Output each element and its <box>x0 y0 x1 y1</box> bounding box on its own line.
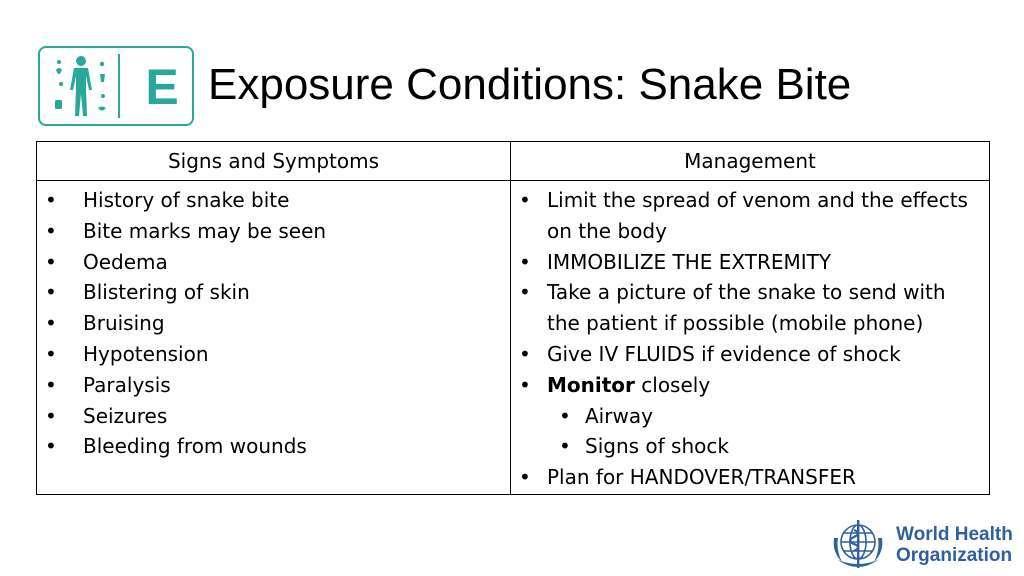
page-title: Exposure Conditions: Snake Bite <box>208 60 852 109</box>
list-item: • Bleeding from wounds <box>43 431 504 462</box>
bullet: • <box>45 280 57 305</box>
bullet: • <box>519 249 531 274</box>
human-body-icon <box>50 52 112 122</box>
list-item: • Monitor closely • Airway • Signs of shock <box>517 370 983 462</box>
bullet: • <box>45 218 57 243</box>
bullet: • <box>45 249 57 274</box>
signs-cell <box>37 181 511 495</box>
bullet: • <box>45 403 57 428</box>
list-item: • Bruising <box>43 308 504 339</box>
bullet: • <box>519 465 531 490</box>
bullet: • <box>559 403 571 428</box>
bullet: • <box>45 188 57 212</box>
list-item: • Signs of shock <box>547 431 983 462</box>
bullet: • <box>45 341 57 366</box>
list-item: • Oedema <box>43 247 504 278</box>
list-item: • Blistering of skin <box>43 277 504 308</box>
list-item: • Limit the spread of venom and the effects on the body <box>517 185 983 247</box>
list-item: • Seizures <box>43 401 504 432</box>
list-item: • Hypotension <box>43 339 504 370</box>
logo-letter: E <box>145 59 179 115</box>
bullet: • <box>519 372 531 397</box>
bullet: • <box>519 188 531 212</box>
list-item: • Airway <box>547 401 983 432</box>
bullet: • <box>45 311 57 336</box>
management-header: Management <box>511 142 990 181</box>
list-item: • Plan for HANDOVER/TRANSFER <box>517 462 983 493</box>
bullet: • <box>45 372 57 397</box>
content-table <box>36 141 990 495</box>
management-cell <box>511 181 990 495</box>
list-item: • Take a picture of the snake to send with the patient if possible (mobile phone) <box>517 277 983 339</box>
table-header-row <box>37 142 990 181</box>
monitor-sublist <box>547 401 983 463</box>
bullet: • <box>519 341 531 366</box>
list-item: • History of snake bite <box>43 185 504 216</box>
who-wordmark: World Health Organization <box>896 524 1013 566</box>
list-item: • Paralysis <box>43 370 504 401</box>
bullet: • <box>45 434 57 459</box>
list-item: • Bite marks may be seen <box>43 216 504 247</box>
signs-header: Signs and Symptoms <box>37 142 511 181</box>
list-item: • Give IV FLUIDS if evidence of shock <box>517 339 983 370</box>
exposure-logo <box>38 46 194 126</box>
bullet: • <box>519 280 531 305</box>
who-logo <box>828 516 1018 574</box>
list-item: • IMMOBILIZE THE EXTREMITY <box>517 247 983 278</box>
signs-list <box>43 185 504 462</box>
logo-divider <box>118 54 120 118</box>
bullet: • <box>559 434 571 459</box>
table-row <box>37 181 990 495</box>
management-list <box>517 185 983 493</box>
who-emblem-icon <box>828 516 888 574</box>
